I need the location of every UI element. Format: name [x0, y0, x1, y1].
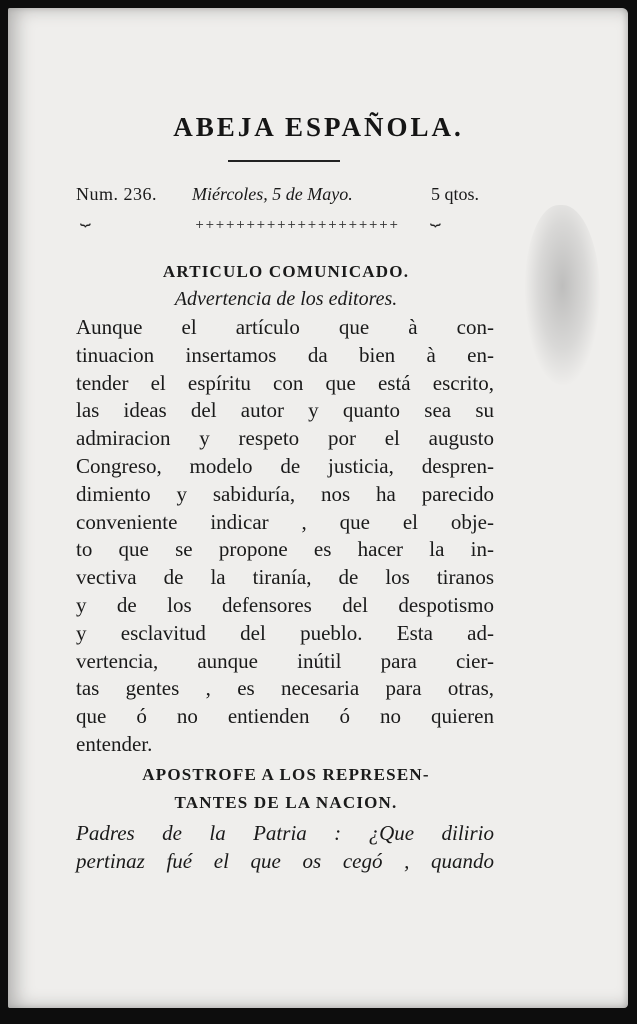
masthead-rule [228, 160, 340, 162]
paper-stain [525, 205, 600, 385]
text-line: conveniente indicar , que el obje- [76, 509, 494, 534]
text-line: to que se propone es hacer la in- [76, 537, 494, 562]
masthead-title: ABEJA ESPAÑOLA. [173, 112, 464, 142]
text-line: Padres de la Patria : ¿Que dilirio [76, 821, 494, 845]
apostrophe-heading-line2: TANTES DE LA NACION. [174, 793, 398, 812]
issue-number [76, 184, 157, 205]
text-line: entender. [76, 732, 153, 756]
apostrophe-heading-line1: APOSTROFE A LOS REPRESEN- [142, 765, 430, 784]
left-brace-ornament: ⏟ [80, 206, 91, 227]
text-line: Aunque el artículo que à con- [76, 315, 494, 339]
text-line: y de los defensores del despotismo [76, 593, 494, 617]
text-line: Congreso, modelo de justicia, despren- [76, 454, 494, 478]
text-line: vertencia, aunque inútil para cier- [76, 648, 494, 673]
article-heading: ARTICULO COMUNICADO. [162, 262, 410, 281]
text-line: tas gentes , es necesaria para otras, [76, 676, 494, 701]
text-line: tender el espíritu con que está escrito, [76, 370, 494, 395]
text-line: pertinaz fué el que os cegó , quando [76, 848, 494, 873]
text-line: que ó no entienden ó no quieren [76, 704, 494, 729]
text-line: dimiento y sabiduría, nos ha parecido [76, 481, 494, 506]
article-subheading: Advertencia de los editores. [174, 288, 398, 310]
issue-number-label: Num. [76, 184, 119, 204]
issue-line [76, 184, 496, 208]
text-line: y esclavitud del pueblo. Esta ad- [76, 620, 494, 645]
text-line: admiracion y respeto por el augusto [76, 426, 494, 451]
issue-number-value: 236. [123, 184, 157, 204]
issue-price: 5 qtos. [431, 184, 480, 204]
text-line: vectiva de la tiranía, de los tiranos [76, 565, 494, 590]
right-brace-ornament: ⏟ [430, 206, 441, 227]
text-line: tinuacion insertamos da bien à en- [76, 342, 494, 367]
issue-date: Miércoles, 5 de Mayo. [192, 184, 353, 204]
ornament-rule: ++++++++++++++++++++ [195, 218, 400, 231]
text-line: las ideas del autor y quanto sea su [76, 398, 494, 423]
